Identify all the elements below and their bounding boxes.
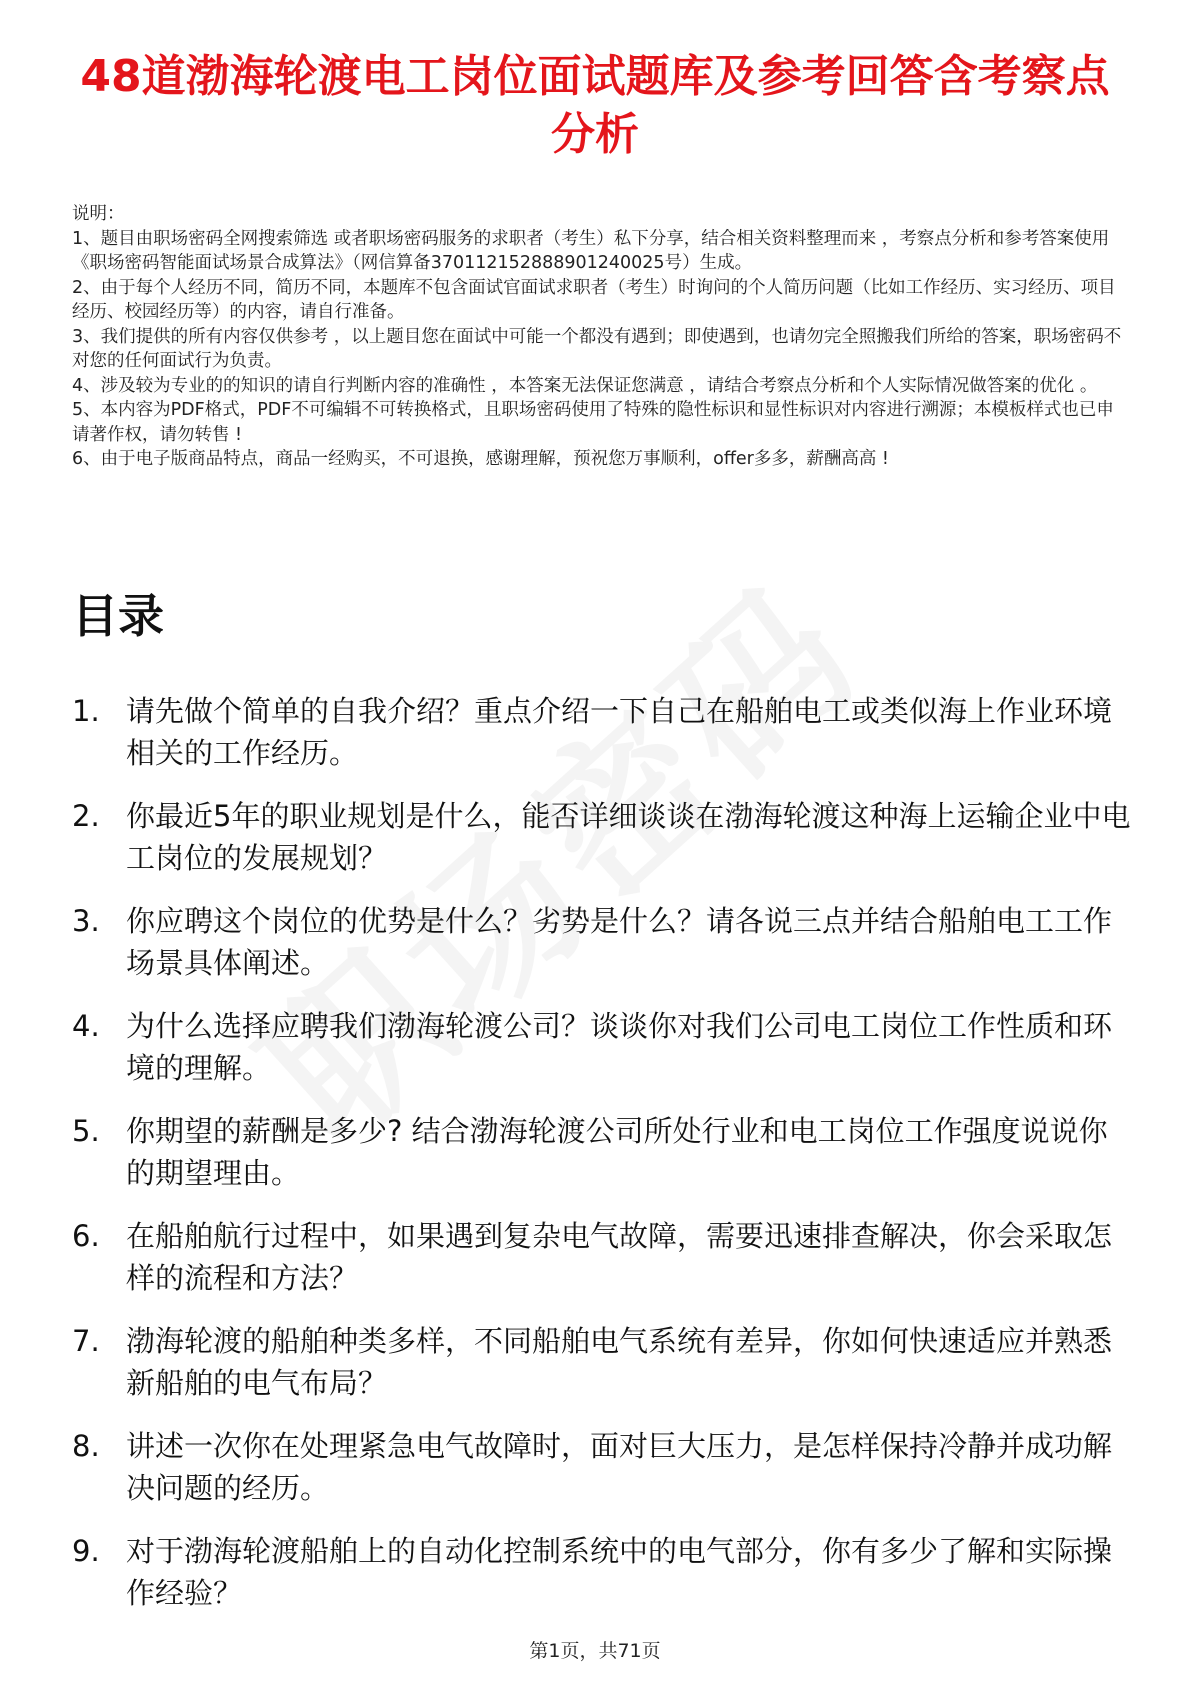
toc-item-number: 1. <box>72 694 100 728</box>
toc-item-number: 3. <box>72 904 100 938</box>
document-title: 48道渤海轮渡电工岗位面试题库及参考回答含考察点分析 <box>80 51 1110 160</box>
toc-item-number: 2. <box>72 799 100 833</box>
note-item-1: 1、题目由职场密码全网搜索筛选 或者职场密码服务的求职者（考生）私下分享，结合相关资料整理而来 ，考察点分析和参考答案使用《职场密码智能面试场景合成算法》（网信算备370112152888901240025号）生成。 <box>72 228 1110 273</box>
toc-item[interactable] <box>72 1005 1132 1089</box>
toc-item-number: 7. <box>72 1324 100 1358</box>
toc-item[interactable] <box>72 900 1132 984</box>
toc-item-number: 6. <box>72 1219 100 1253</box>
toc-item[interactable] <box>72 1320 1132 1404</box>
toc-list <box>72 690 1132 1635</box>
notes-section <box>72 202 1122 472</box>
toc-item-text: 为什么选择应聘我们渤海轮渡公司？谈谈你对我们公司电工岗位工作性质和环境的理解。 <box>126 1009 1113 1085</box>
toc-item-text: 在船舶航行过程中，如果遇到复杂电气故障，需要迅速排查解决，你会采取怎样的流程和方法？ <box>126 1219 1113 1295</box>
toc-item[interactable] <box>72 795 1132 879</box>
toc-item-text: 你期望的薪酬是多少? 结合渤海轮渡公司所处行业和电工岗位工作强度说说你的期望理由。 <box>126 1114 1108 1190</box>
note-item-5: 5、本内容为PDF格式，PDF不可编辑不可转换格式，且职场密码使用了特殊的隐性标识和显性标识对内容进行溯源；本模板样式也已申请著作权，请勿转售 ! <box>72 400 1114 445</box>
toc-item[interactable] <box>72 690 1132 774</box>
note-item-3: 3、我们提供的所有内容仅供参考 ，以上题目您在面试中可能一个都没有遇到；即使遇到，也请勿完全照搬我们所给的答案，职场密码不对您的任何面试行为负责。 <box>72 326 1122 371</box>
note-item-2: 2、由于每个人经历不同，简历不同，本题库不包含面试官面试求职者（考生）时询问的个人简历问题（比如工作经历、实习经历、项目经历、校园经历等）的内容，请自行准备。 <box>72 277 1116 322</box>
toc-item-text: 你应聘这个岗位的优势是什么？劣势是什么？请各说三点并结合船舶电工工作场景具体阐述。 <box>126 904 1113 980</box>
toc-item-text: 讲述一次你在处理紧急电气故障时，面对巨大压力，是怎样保持冷静并成功解决问题的经历。 <box>126 1429 1113 1505</box>
note-item-6: 6、由于电子版商品特点，商品一经购买，不可退换，感谢理解，预祝您万事顺利，offer多多，薪酬高高 ! <box>72 449 889 469</box>
notes-heading: 说明： <box>72 204 125 224</box>
toc-item[interactable] <box>72 1110 1132 1194</box>
toc-item[interactable] <box>72 1215 1132 1299</box>
toc-item-text: 对于渤海轮渡船舶上的自动化控制系统中的电气部分，你有多少了解和实际操作经验？ <box>126 1534 1113 1610</box>
toc-item-text: 请先做个简单的自我介绍？重点介绍一下自己在船舶电工或类似海上作业环境相关的工作经历。 <box>126 694 1113 770</box>
toc-item-number: 4. <box>72 1009 100 1043</box>
toc-heading: 目录 <box>72 589 164 643</box>
note-item-4: 4、涉及较为专业的的知识的请自行判断内容的准确性 ，本答案无法保证您满意 ，请结合考察点分析和个人实际情况做答案的优化 。 <box>72 375 1098 396</box>
toc-item-number: 9. <box>72 1534 100 1568</box>
toc-item-number: 8. <box>72 1429 100 1463</box>
toc-item[interactable] <box>72 1530 1132 1614</box>
toc-item[interactable] <box>72 1425 1132 1509</box>
page-footer: 第1页，共71页 <box>529 1640 661 1662</box>
toc-item-text: 渤海轮渡的船舶种类多样，不同船舶电气系统有差异，你如何快速适应并熟悉新船舶的电气布局？ <box>126 1324 1113 1400</box>
toc-item-number: 5. <box>72 1114 100 1148</box>
toc-item-text: 你最近5年的职业规划是什么，能否详细谈谈在渤海轮渡这种海上运输企业中电工岗位的发展规划？ <box>126 799 1131 875</box>
